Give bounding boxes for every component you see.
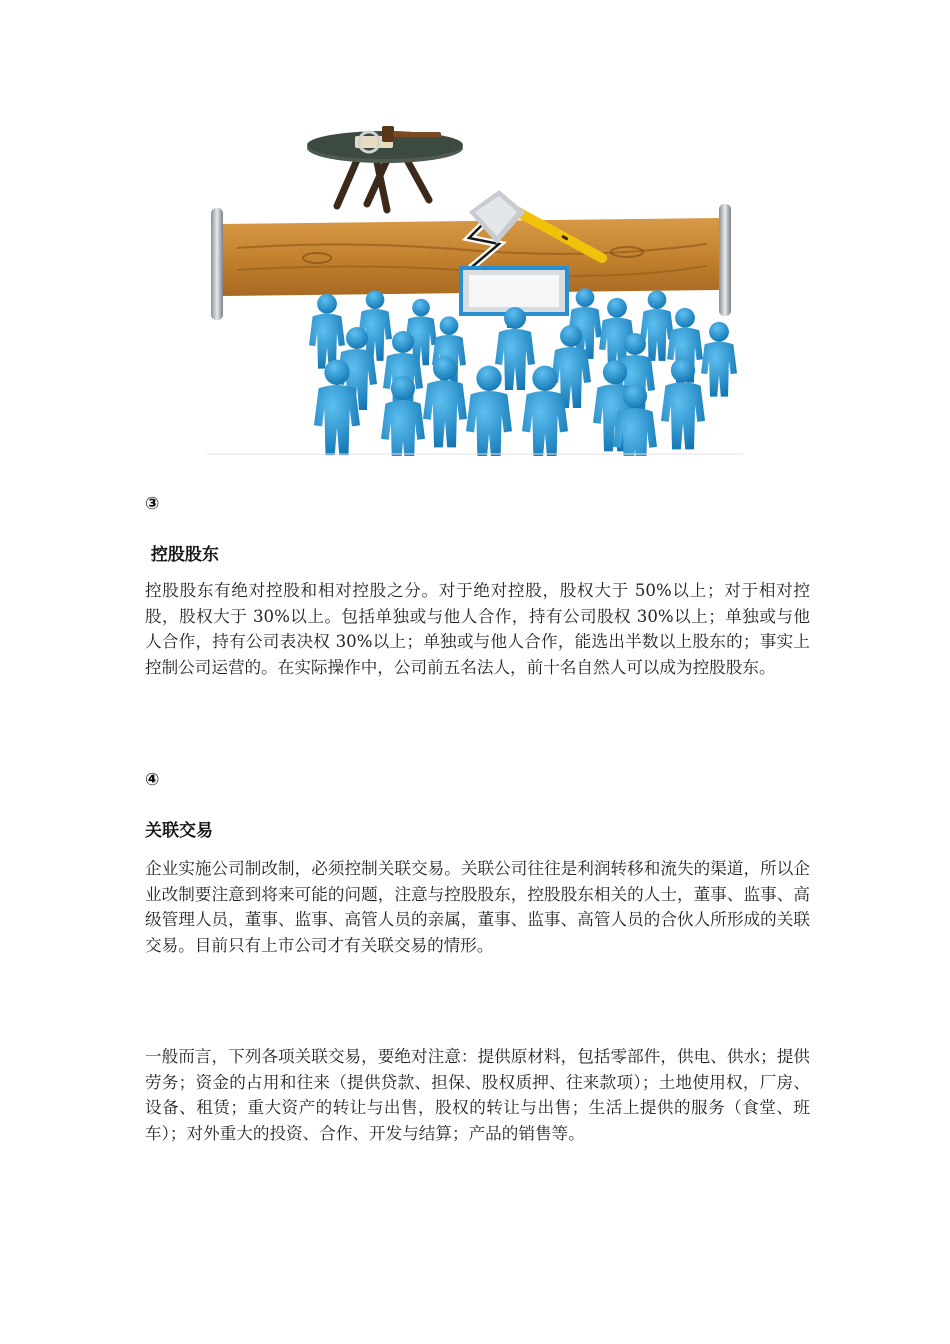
left-pole xyxy=(211,208,223,320)
section-3-heading: 控股股东 xyxy=(145,545,219,565)
illustration-crowd-plank-axe xyxy=(207,120,743,456)
section-3-marker: ③ xyxy=(145,494,160,514)
table-with-gavel xyxy=(307,126,463,210)
section-4-marker: ④ xyxy=(145,770,160,790)
section-4-paragraph-1: 企业实施公司制改制，必须控制关联交易。关联公司往往是利润转移和流失的渠道，所以企业改制要注意到将来可能的问题，注意与控股股东，控股股东相关的人士，董事、监事、高级管理人员，董事、监事、高管人员的亲属，董事、监事、高管人员的合伙人所形成的关联交易。目前只有上市公司才有关联交易的情形。 xyxy=(145,859,810,955)
section-4-paragraph-2: 一般而言，下列各项关联交易，要绝对注意：提供原材料，包括零部件，供电、供水；提供劳务；资金的占用和往来（提供贷款、担保、股权质押、往来款项）；土地使用权，厂房、设备、租赁；重大资产的转让与出售，股权的转让与出售；生活上提供的服务（食堂、班车）；对外重大的投资、合作、开发与结算；产品的销售等。 xyxy=(145,1047,810,1143)
section-3-paragraph: 控股股东有绝对控股和相对控股之分。对于绝对控股，股权大于 50%以上；对于相对控股，股权大于 30%以上。包括单独或与他人合作，持有公司股权 30%以上；单独或与他人合作，持有公司表决权 30%以上；单独或与他人合作，能选出半数以上股东的；事实上控制公司运营的。在实际操作中，公司前五名法人，前十名自然人可以成为控股股东。 xyxy=(145,581,810,677)
right-pole xyxy=(719,204,731,316)
crowd xyxy=(309,288,737,456)
section-4-heading: 关联交易 xyxy=(145,821,213,841)
illustration-svg xyxy=(207,120,743,456)
